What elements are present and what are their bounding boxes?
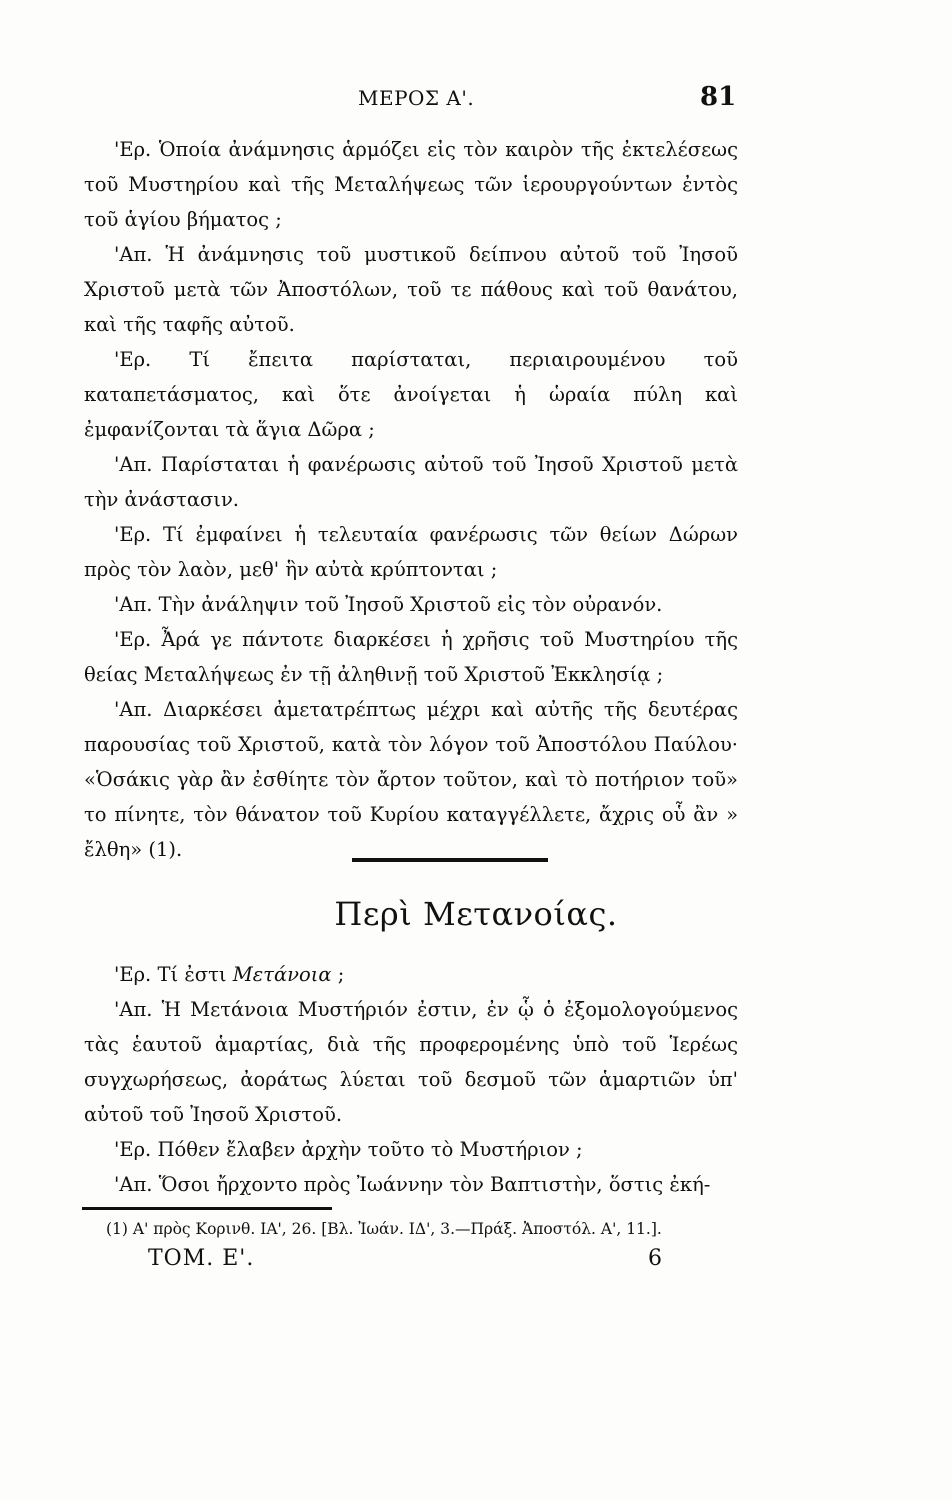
- dialogue-paragraph: [84, 517, 738, 587]
- paragraph-text: Τί ἐμφαίνει ἡ τελευταία φανέρωσις τῶν θείων Δώρων πρὸς τὸν λαὸν, μεθ' ἣν αὐτὰ κρύπτονται ;: [84, 523, 738, 581]
- speaker-label: 'Απ.: [114, 698, 153, 721]
- paragraph-tail: ;: [331, 963, 345, 986]
- paragraph-text: Ὅσοι ἤρχοντο πρὸς Ἰωάννην τὸν Βαπτιστὴν, ὅστις ἐκή-: [158, 1173, 711, 1196]
- paragraph-text: Ἡ Μετάνοια Μυστήριόν ἐστιν, ἐν ᾧ ὁ ἐξομολογούμενος τὰς ἑαυτοῦ ἁμαρτίας, διὰ τῆς προφερομένης ὑπὸ τοῦ Ἱερέως συγχωρήσεως, ἀοράτως λύεται τοῦ δεσμοῦ τῶν ἁμαρτιῶν ὑπ' αὐτοῦ τοῦ Ἰησοῦ Χριστοῦ.: [84, 998, 738, 1126]
- speaker-label: 'Απ.: [114, 453, 153, 476]
- paragraph-text: Διαρκέσει ἀμετατρέπτως μέχρι καὶ αὐτῆς τῆς δευτέρας παρουσίας τοῦ Χριστοῦ, κατὰ τὸν λόγον τοῦ Ἀποστόλου Παύλου· «Ὁσάκις γὰρ ἂν ἐσθίητε τὸν ἄρτον τοῦτον, καὶ τὸ ποτήριον τοῦ» το πίνητε, τὸν θάνατον τοῦ Κυρίου καταγγέλλετε, ἄχρις οὗ ἂν » ἔλθη» (1).: [84, 698, 738, 861]
- running-head: [0, 82, 952, 116]
- speaker-label: 'Ερ.: [114, 628, 152, 651]
- dialogue-paragraph: [84, 692, 738, 867]
- footnote-divider: [82, 1207, 332, 1210]
- paragraph-text: Παρίσταται ἡ φανέρωσις αὐτοῦ τοῦ Ἰησοῦ Χριστοῦ μετὰ τὴν ἀνάστασιν.: [84, 453, 738, 511]
- speaker-label: 'Απ.: [114, 998, 153, 1021]
- speaker-label: 'Ερ.: [114, 1138, 152, 1161]
- dialogue-section-2: [84, 957, 738, 1202]
- dialogue-paragraph: [84, 957, 738, 992]
- paragraph-text: Τί ἐστι: [157, 963, 233, 986]
- paragraph-text: Ἆρά γε πάντοτε διαρκέσει ἡ χρῆσις τοῦ Μυστηρίου τῆς θείας Μεταλήψεως ἐν τῇ ἀληθινῇ τοῦ Χριστοῦ Ἐκκλησίᾳ ;: [84, 628, 738, 686]
- speaker-label: 'Ερ.: [114, 348, 152, 371]
- section-title: Περὶ Μετανοίας.: [334, 895, 618, 933]
- paragraph-text: Πόθεν ἔλαβεν ἀρχὴν τοῦτο τὸ Μυστήριον ;: [157, 1138, 583, 1161]
- italic-term: Μετάνοια: [232, 963, 332, 986]
- dialogue-paragraph: [84, 587, 738, 622]
- dialogue-section-1: [84, 132, 738, 867]
- paragraph-text: Τὴν ἀνάληψιν τοῦ Ἰησοῦ Χριστοῦ εἰς τὸν οὐρανόν.: [158, 593, 663, 616]
- paragraph-text: Ἡ ἀνάμνησις τοῦ μυστικοῦ δείπνου αὐτοῦ τοῦ Ἰησοῦ Χριστοῦ μετὰ τῶν Ἀποστόλων, τοῦ τε πάθους καὶ τοῦ θανάτου, καὶ τῆς ταφῆς αὐτοῦ.: [84, 243, 738, 336]
- volume-label: ΤΟΜ. Ε'.: [148, 1246, 255, 1271]
- speaker-label: 'Ερ.: [114, 963, 152, 986]
- dialogue-paragraph: [84, 132, 738, 237]
- footnote: (1) Α' πρὸς Κορινθ. ΙΑ', 26. [Βλ. Ἰωάν. ΙΔ', 3.—Πράξ. Ἀποστόλ. Α', 11.].: [106, 1220, 662, 1238]
- page-number: 81: [700, 82, 737, 112]
- speaker-label: 'Απ.: [114, 1173, 153, 1196]
- running-title: ΜΕΡΟΣ Α'.: [358, 86, 475, 110]
- signature-mark: 6: [648, 1246, 662, 1271]
- dialogue-paragraph: [84, 622, 738, 692]
- dialogue-paragraph: [84, 342, 738, 447]
- section-divider: [352, 858, 548, 862]
- dialogue-paragraph: [84, 1132, 738, 1167]
- speaker-label: 'Απ.: [114, 243, 153, 266]
- paragraph-text: Τί ἔπειτα παρίσταται, περιαιρουμένου τοῦ καταπετάσματος, καὶ ὅτε ἀνοίγεται ἡ ὡραία πύλη καὶ ἐμφανίζονται τὰ ἅγια Δῶρα ;: [84, 348, 738, 441]
- dialogue-paragraph: [84, 1167, 738, 1202]
- paragraph-text: Ὁποία ἀνάμνησις ἁρμόζει εἰς τὸν καιρὸν τῆς ἐκτελέσεως τοῦ Μυστηρίου καὶ τῆς Μεταλήψεως τῶν ἱερουργούντων ἐντὸς τοῦ ἁγίου βήματος ;: [84, 138, 738, 231]
- speaker-label: 'Ερ.: [114, 523, 152, 546]
- dialogue-paragraph: [84, 992, 738, 1132]
- speaker-label: 'Ερ.: [114, 138, 152, 161]
- speaker-label: 'Απ.: [114, 593, 153, 616]
- dialogue-paragraph: [84, 237, 738, 342]
- page-footer: [0, 1246, 952, 1278]
- dialogue-paragraph: [84, 447, 738, 517]
